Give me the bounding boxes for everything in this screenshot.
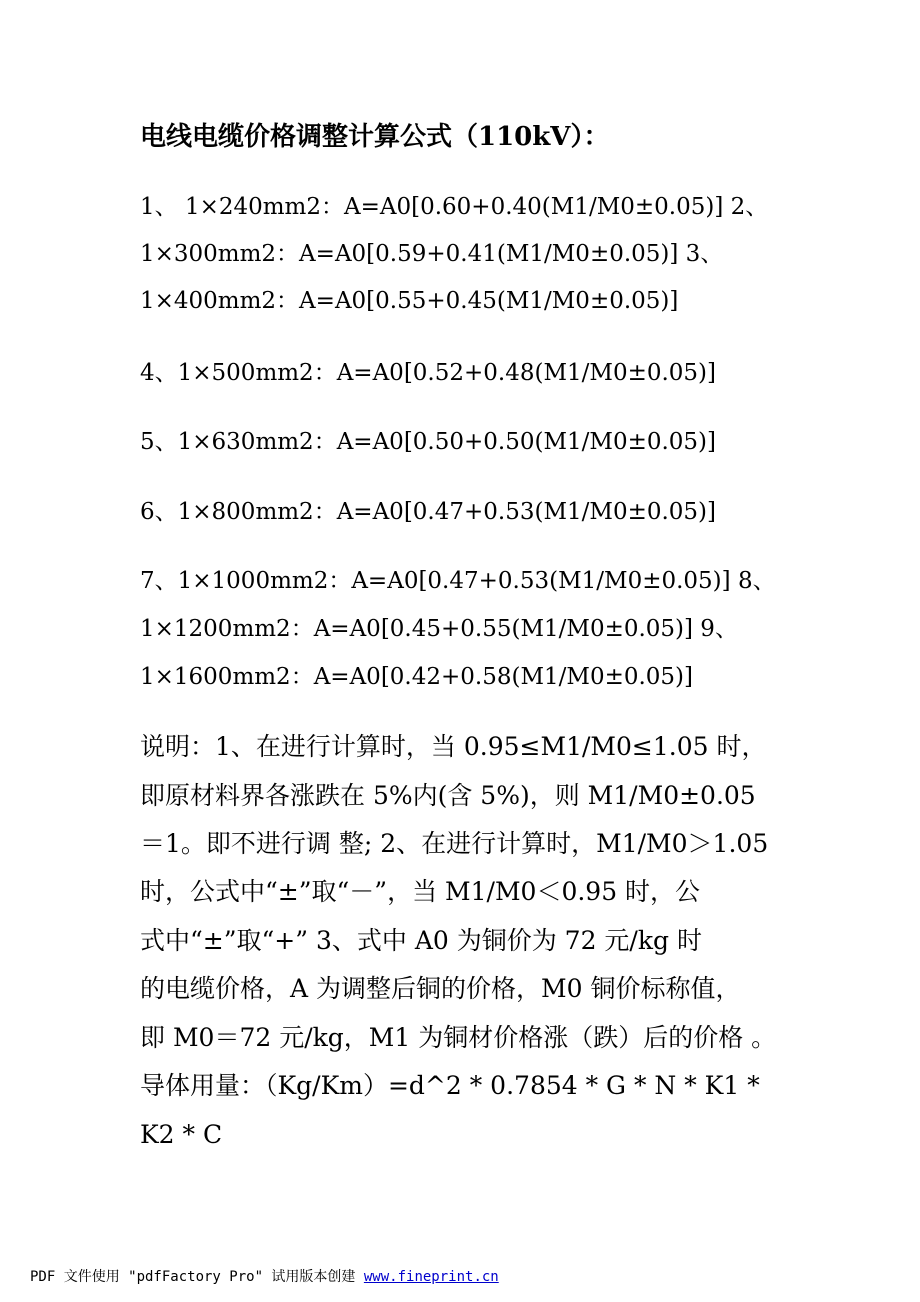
note-line: 式中“±”取“+” 3、式中 A0 为铜价为 72 元/kg 时 xyxy=(140,926,702,955)
note-line: 即 M0＝72 元/kg，M1 为铜材价格涨（跌）后的价格 。 xyxy=(140,1023,777,1052)
formula-line: 5、1×630mm2：A=A0[0.50+0.50(M1/M0±0.05)] xyxy=(140,429,716,455)
formula-line: 4、1×500mm2：A=A0[0.52+0.48(M1/M0±0.05)] xyxy=(140,360,716,386)
note-line: K2 * C xyxy=(140,1120,223,1149)
footer-text: PDF 文件使用 "pdfFactory Pro" 试用版本创建 xyxy=(30,1269,364,1285)
formula-line: 1×400mm2：A=A0[0.55+0.45(M1/M0±0.05)] xyxy=(140,288,679,314)
fineprint-link[interactable]: www.fineprint.cn xyxy=(363,1269,499,1285)
pdf-footer xyxy=(30,1266,499,1286)
note-line: 导体用量：（Kg/Km）=d^2 * 0.7854 * G * N * K1 * xyxy=(140,1071,760,1100)
note-line: 说明：1、在进行计算时，当 0.95≤M1/M0≤1.05 时， xyxy=(140,732,767,761)
formula-line: 6、1×800mm2：A=A0[0.47+0.53(M1/M0±0.05)] xyxy=(140,499,716,525)
note-line: ＝1。即不进行调 整; 2、在进行计算时，M1/M0＞1.05 xyxy=(140,829,769,858)
note-line: 时，公式中“±”取“－”，当 M1/M0＜0.95 时，公 xyxy=(140,877,701,906)
document-title: 电线电缆价格调整计算公式（110kV）： xyxy=(140,122,610,152)
formula-line: 1×1600mm2：A=A0[0.42+0.58(M1/M0±0.05)] xyxy=(140,664,693,690)
formula-line: 7、1×1000mm2：A=A0[0.47+0.53(M1/M0±0.05)] 8、 xyxy=(140,568,776,594)
formula-line: 1、 1×240mm2：A=A0[0.60+0.40(M1/M0±0.05)] 2、 xyxy=(140,194,769,220)
note-line: 即原材料界各涨跌在 5%内(含 5%)，则 M1/M0±0.05 xyxy=(140,781,756,810)
note-line: 的电缆价格，A 为调整后铜的价格，M0 铜价标称值， xyxy=(140,974,741,1003)
formula-line: 1×1200mm2：A=A0[0.45+0.55(M1/M0±0.05)] 9、 xyxy=(140,616,738,642)
formula-line: 1×300mm2：A=A0[0.59+0.41(M1/M0±0.05)] 3、 xyxy=(140,241,724,267)
